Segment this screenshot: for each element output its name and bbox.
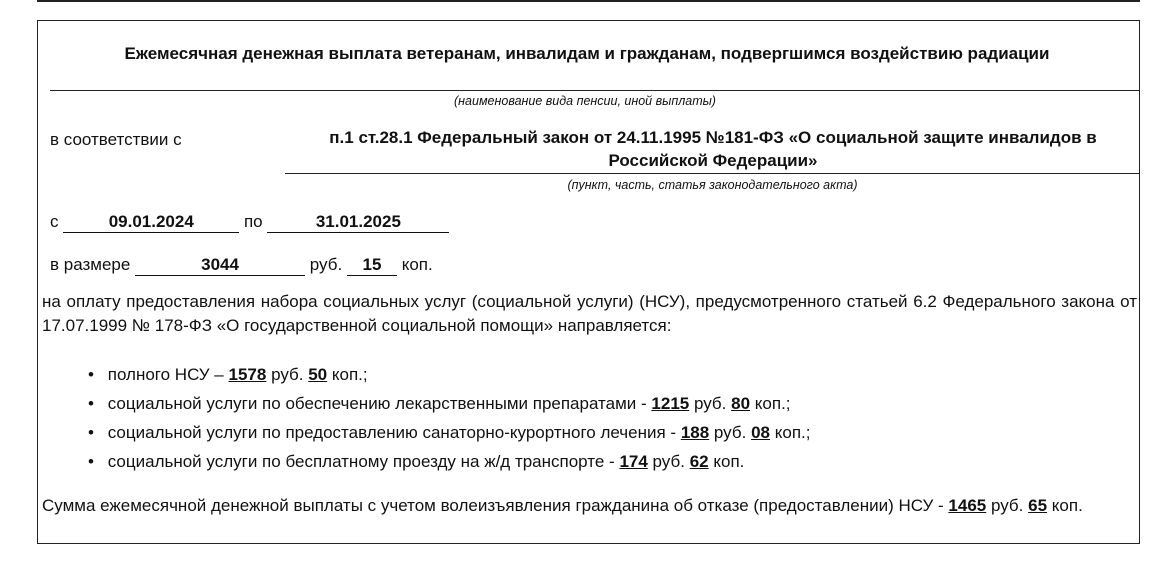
total-rub-label: руб.: [990, 496, 1024, 515]
nsu-item-rub: 1215: [651, 394, 690, 413]
nsu-item-rub: 188: [680, 423, 710, 442]
title-underline: [50, 90, 1140, 91]
list-item: [88, 389, 810, 418]
total-text: Сумма ежемесячной денежной выплаты с учетом волеизъявления гражданина об отказе (предоставлении) НСУ -: [42, 496, 944, 515]
list-item: [88, 418, 810, 447]
amount-row: [50, 255, 433, 276]
nsu-item-kop-label: коп.;: [774, 423, 811, 442]
list-item: [88, 360, 810, 389]
nsu-item-rub-label: руб.: [271, 365, 304, 384]
period-to-label: по: [243, 212, 263, 231]
list-item: [88, 447, 810, 476]
amount-rub: 3044: [135, 255, 305, 276]
nsu-item-kop: 62: [689, 452, 709, 471]
period-from-date: 09.01.2024: [63, 212, 239, 233]
amount-label: в размере: [50, 255, 131, 274]
nsu-item-kop: 08: [751, 423, 770, 442]
law-underline: [285, 173, 1140, 174]
law-caption: (пункт, часть, статья законодательного акта): [567, 178, 858, 192]
payment-type-title: Ежемесячная денежная выплата ветеранам, инвалидам и гражданам, подвергшимся воздействию радиации: [124, 44, 1050, 63]
period-row: [50, 212, 449, 233]
total-rub: 1465: [948, 496, 987, 515]
nsu-paragraph: на оплату предоставления набора социальных услуг (социальной услуги) (НСУ), предусмотренного статьей 6.2 Федерального закона от 17.07.1999 № 178-ФЗ «О государственной социальной помощи» направляется:: [42, 292, 1137, 335]
nsu-list: [88, 360, 810, 476]
nsu-item-kop-label: коп.;: [331, 365, 368, 384]
title-caption: (наименование вида пенсии, иной выплаты): [454, 94, 716, 108]
nsu-item-label: социальной услуги по предоставлению санаторно-курортного лечения -: [107, 423, 677, 442]
nsu-item-kop: 80: [731, 394, 751, 413]
law-reference: п.1 ст.28.1 Федеральный закон от 24.11.1995 №181-ФЗ «О социальной защите инвалидов в Российской Федерации»: [329, 128, 1097, 170]
nsu-item-rub: 1578: [228, 365, 267, 384]
total-paragraph: [42, 494, 1137, 518]
period-to-date: 31.01.2025: [267, 212, 449, 233]
nsu-item-label: социальной услуги по бесплатному проезду на ж/д транспорте -: [107, 452, 615, 471]
nsu-item-rub-label: руб.: [693, 394, 727, 413]
nsu-item-kop-label: коп.: [713, 452, 745, 471]
amount-kop-label: коп.: [401, 255, 433, 274]
nsu-item-rub-label: руб.: [652, 452, 685, 471]
nsu-item-label: социальной услуги по обеспечению лекарственными препаратами -: [107, 394, 647, 413]
period-from-label: с: [50, 212, 59, 231]
nsu-item-label: полного НСУ –: [107, 365, 224, 384]
top-rule: [37, 0, 1140, 2]
nsu-item-kop-label: коп.;: [754, 394, 791, 413]
total-kop-label: коп.: [1051, 496, 1083, 515]
amount-kop: 15: [347, 255, 397, 276]
amount-rub-label: руб.: [309, 255, 343, 274]
nsu-item-kop: 50: [308, 365, 328, 384]
basis-label: в соответствии с: [50, 130, 182, 149]
total-kop: 65: [1028, 496, 1048, 515]
nsu-item-rub-label: руб.: [713, 423, 747, 442]
nsu-item-rub: 174: [619, 452, 648, 471]
